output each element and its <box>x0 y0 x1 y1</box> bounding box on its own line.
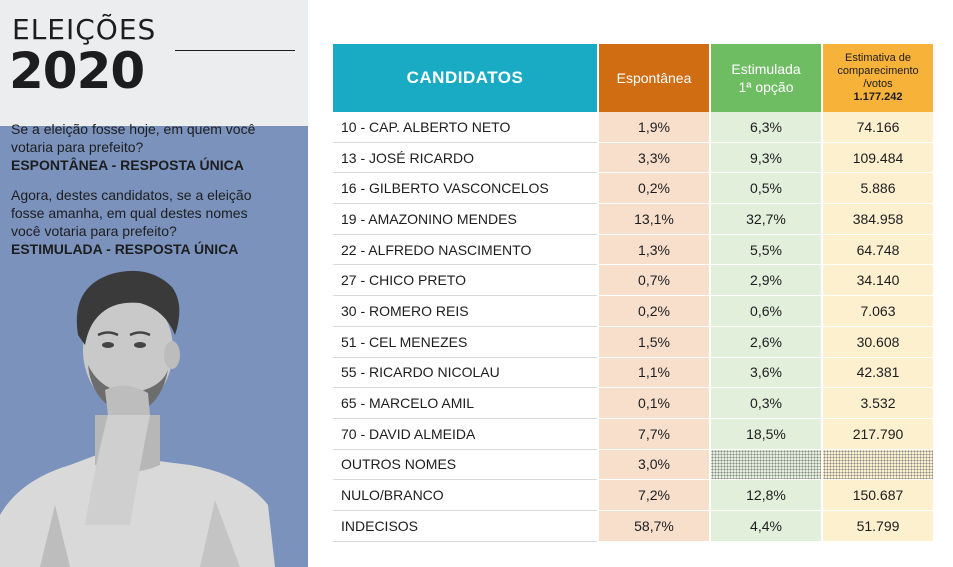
header-comparecimento <box>821 44 933 112</box>
votos-value: 109.484 <box>821 143 933 174</box>
header-estimulada <box>709 44 821 112</box>
question-stimulated-text: Agora, destes candidatos, se a eleição fosse amanha, em qual destes nomes você votaria para prefeito? <box>11 187 252 239</box>
title-eleicoes: ELEIÇÕES <box>12 13 157 46</box>
espontanea-value: 3,3% <box>597 143 709 174</box>
votos-value: 5.886 <box>821 173 933 204</box>
thinking-man-illustration <box>0 265 308 567</box>
espontanea-value: 13,1% <box>597 204 709 235</box>
question-spontaneous-text: Se a eleição fosse hoje, em quem você votaria para prefeito? <box>11 121 256 155</box>
candidate-name: 55 - RICARDO NICOLAU <box>333 358 597 389</box>
espontanea-value: 7,7% <box>597 419 709 450</box>
votos-value: 3.532 <box>821 388 933 419</box>
espontanea-value: 0,7% <box>597 265 709 296</box>
question-stimulated <box>11 186 281 258</box>
espontanea-value: 1,9% <box>597 112 709 143</box>
espontanea-value: 1,3% <box>597 235 709 266</box>
estimulada-value: 0,6% <box>709 296 821 327</box>
espontanea-value: 0,2% <box>597 173 709 204</box>
espontanea-value: 58,7% <box>597 511 709 542</box>
estimulada-value: 32,7% <box>709 204 821 235</box>
estimulada-value: 12,8% <box>709 480 821 511</box>
table-row <box>333 265 933 296</box>
estimulada-value: 2,9% <box>709 265 821 296</box>
header-espontanea: Espontânea <box>597 44 709 112</box>
poll-results-table <box>333 44 933 542</box>
votos-value: 7.063 <box>821 296 933 327</box>
candidate-name: 13 - JOSÉ RICARDO <box>333 143 597 174</box>
table-row <box>333 480 933 511</box>
table-row <box>333 358 933 389</box>
title-divider <box>175 50 295 51</box>
candidate-name: 22 - ALFREDO NASCIMENTO <box>333 235 597 266</box>
candidate-name: 30 - ROMERO REIS <box>333 296 597 327</box>
header-comparecimento-line3: /votos <box>863 78 893 90</box>
estimulada-value: 4,4% <box>709 511 821 542</box>
votos-value: 42.381 <box>821 358 933 389</box>
table-row <box>333 450 933 481</box>
table-row <box>333 511 933 542</box>
table-row <box>333 235 933 266</box>
candidate-name: 65 - MARCELO AMIL <box>333 388 597 419</box>
table-header-row <box>333 44 933 112</box>
left-panel <box>0 0 308 567</box>
candidate-name: 27 - CHICO PRETO <box>333 265 597 296</box>
table-row <box>333 388 933 419</box>
table-row <box>333 173 933 204</box>
header-estimulada-line2: 1ª opção <box>738 79 794 95</box>
votos-value <box>821 450 933 481</box>
votos-value: 74.166 <box>821 112 933 143</box>
estimulada-value: 0,5% <box>709 173 821 204</box>
header-candidatos: CANDIDATOS <box>333 44 597 112</box>
candidate-name: NULO/BRANCO <box>333 480 597 511</box>
espontanea-value: 7,2% <box>597 480 709 511</box>
espontanea-value: 0,1% <box>597 388 709 419</box>
votos-value: 64.748 <box>821 235 933 266</box>
espontanea-value: 0,2% <box>597 296 709 327</box>
votos-value: 150.687 <box>821 480 933 511</box>
header-comparecimento-total: 1.177.242 <box>853 91 903 103</box>
estimulada-value: 9,3% <box>709 143 821 174</box>
candidate-name: 51 - CEL MENEZES <box>333 327 597 358</box>
candidate-name: INDECISOS <box>333 511 597 542</box>
table-row <box>333 143 933 174</box>
estimulada-value: 5,5% <box>709 235 821 266</box>
votos-value: 217.790 <box>821 419 933 450</box>
espontanea-value: 3,0% <box>597 450 709 481</box>
question-spontaneous <box>11 120 281 174</box>
espontanea-value: 1,1% <box>597 358 709 389</box>
espontanea-value: 1,5% <box>597 327 709 358</box>
estimulada-value: 18,5% <box>709 419 821 450</box>
estimulada-value: 3,6% <box>709 358 821 389</box>
candidate-name: 16 - GILBERTO VASCONCELOS <box>333 173 597 204</box>
candidate-name: OUTROS NOMES <box>333 450 597 481</box>
table-row <box>333 419 933 450</box>
estimulada-value: 0,3% <box>709 388 821 419</box>
votos-value: 30.608 <box>821 327 933 358</box>
estimulada-value: 2,6% <box>709 327 821 358</box>
header-estimulada-line1: Estimulada <box>731 61 801 77</box>
table-row <box>333 112 933 143</box>
votos-value: 34.140 <box>821 265 933 296</box>
candidate-name: 70 - DAVID ALMEIDA <box>333 419 597 450</box>
votos-value: 51.799 <box>821 511 933 542</box>
table-row <box>333 327 933 358</box>
table-row <box>333 204 933 235</box>
title-year: 2020 <box>9 42 145 100</box>
header-comparecimento-line1: Estimativa de <box>844 52 912 64</box>
table-row <box>333 296 933 327</box>
candidate-name: 19 - AMAZONINO MENDES <box>333 204 597 235</box>
estimulada-value <box>709 450 821 481</box>
estimulada-value: 6,3% <box>709 112 821 143</box>
votos-value: 384.958 <box>821 204 933 235</box>
candidate-name: 10 - CAP. ALBERTO NETO <box>333 112 597 143</box>
question-spontaneous-type: ESPONTÂNEA - RESPOSTA ÚNICA <box>11 157 244 173</box>
question-stimulated-type: ESTIMULADA - RESPOSTA ÚNICA <box>11 241 239 257</box>
header-comparecimento-line2: comparecimento <box>837 65 919 77</box>
